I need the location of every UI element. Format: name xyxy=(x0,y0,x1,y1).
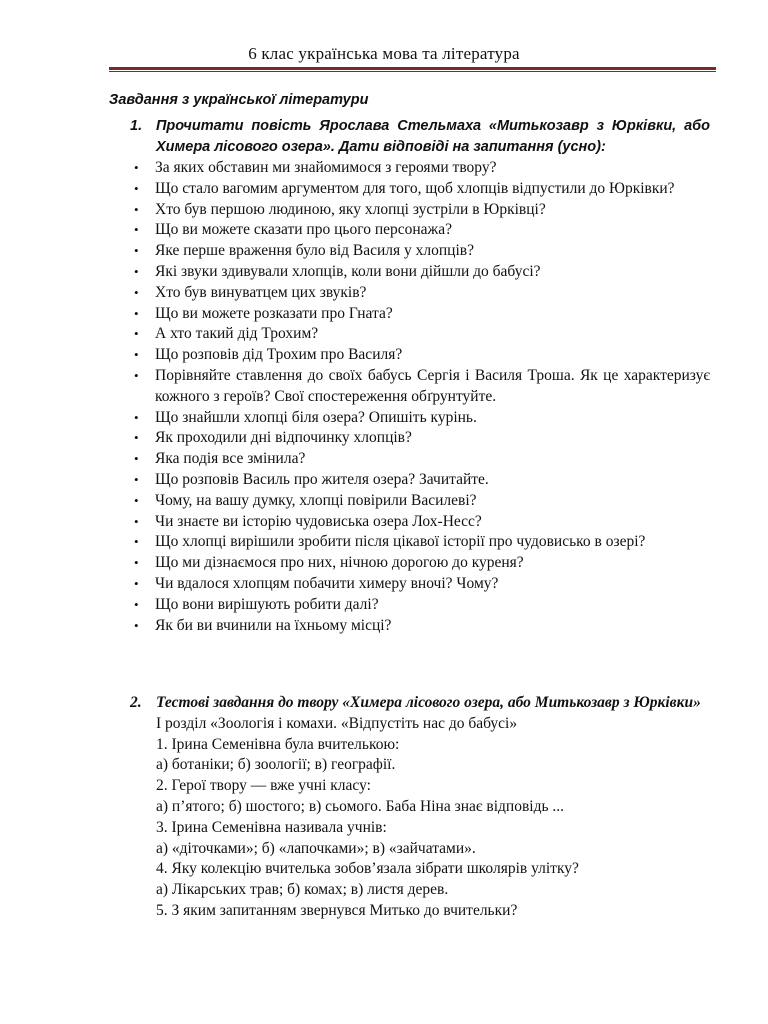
section-heading: Завдання з української літератури xyxy=(109,92,369,108)
bullet-icon: • xyxy=(134,160,139,175)
questions-list xyxy=(130,158,710,636)
list-item: • Чому, на вашу думку, хлопці повірили Василеві? xyxy=(130,491,710,512)
list-item: • Що розповів дід Трохим про Василя? xyxy=(130,345,710,366)
list-item: • Яка подія все змінила? xyxy=(130,449,710,470)
list-item: • Що знайшли хлопці біля озера? Опишіть курінь. xyxy=(130,408,710,429)
bullet-icon: • xyxy=(134,471,139,487)
bullet-icon: • xyxy=(134,284,139,300)
test-question: 3. Ірина Семенівна називала учнів: xyxy=(156,818,387,836)
bullet-icon: • xyxy=(134,243,139,259)
bullet-icon: • xyxy=(134,555,139,571)
list-item: • Чи знаєте ви історію чудовиська озера Лох-Несс? xyxy=(130,512,710,533)
chapter-title: І розділ «Зоологія і комахи. «Відпустіть нас до бабусі» xyxy=(156,714,518,732)
list-item: • Що ви можете сказати про цього персонажа? xyxy=(130,220,710,241)
list-item: • Що ви можете розказати про Гната? xyxy=(130,304,710,325)
list-item: • За яких обставин ми знайомимося з героями твору? xyxy=(130,158,710,179)
header-divider xyxy=(109,67,716,72)
task-1-number: 1. xyxy=(130,118,143,134)
bullet-icon: • xyxy=(134,201,139,217)
bullet-icon: • xyxy=(134,575,139,591)
bullet-icon: • xyxy=(134,430,139,446)
bullet-icon: • xyxy=(134,534,139,550)
task-2-heading: Тестові завдання до твору «Химера лісового озера, або Митькозавр з Юрківки» xyxy=(156,694,701,711)
list-item: • Які звуки здивували хлопців, коли вони дійшли до бабусі? xyxy=(130,262,710,283)
bullet-icon: • xyxy=(134,492,139,508)
list-item: • Як проходили дні відпочинку хлопців? xyxy=(130,428,710,449)
test-answer-options: а) п’ятого; б) шостого; в) сьомого. Баба Ніна знає відповідь ... xyxy=(156,797,565,815)
list-item: • Як би ви вчинили на їхньому місці? xyxy=(130,616,710,637)
test-answer-options: а) ботаніки; б) зоології; в) географії. xyxy=(156,756,396,774)
test-question: 4. Яку колекцію вчителька зобов’язала зібрати школярів улітку? xyxy=(156,860,579,878)
test-question: 1. Ірина Семенівна була вчителькою: xyxy=(156,735,400,753)
task-1 xyxy=(130,116,710,158)
list-item: • Хто був першою людиною, яку хлопці зустріли в Юрківці? xyxy=(130,200,710,221)
bullet-icon: • xyxy=(134,409,139,425)
test-question: 2. Герої твору — вже учні класу: xyxy=(156,777,371,795)
list-item: • Що вони вирішують робити далі? xyxy=(130,595,710,616)
test-answer-options: а) Лікарських трав; б) комах; в) листя дерев. xyxy=(156,881,449,899)
test-questions xyxy=(156,714,715,922)
page-title: 6 клас українська мова та література xyxy=(248,44,520,63)
list-item: • Що розповів Василь про жителя озера? Зачитайте. xyxy=(130,470,710,491)
list-item: • А хто такий дід Трохим? xyxy=(130,324,710,345)
bullet-icon: • xyxy=(134,222,139,238)
bullet-icon: • xyxy=(134,326,139,342)
task-2-number: 2. xyxy=(130,694,142,711)
bullet-icon: • xyxy=(134,617,139,633)
list-item: • Що ми дізнаємося про них, нічною дорогою до куреня? xyxy=(130,553,710,574)
bullet-icon: • xyxy=(134,596,139,612)
list-item: • Порівняйте ставлення до своїх бабусь Сергія і Василя Троша. Як це характеризує кожного з героїв? Свої спостереження обґрунтуйте. xyxy=(134,366,710,405)
list-item: • Чи вдалося хлопцям побачити химеру вночі? Чому? xyxy=(130,574,710,595)
bullet-icon: • xyxy=(134,180,139,196)
task-2 xyxy=(130,693,715,922)
list-item: • Хто був винуватцем цих звуків? xyxy=(130,283,710,304)
list-item: • Яке перше враження було від Василя у хлопців? xyxy=(130,241,710,262)
test-question: 5. З яким запитанням звернувся Митько до вчительки? xyxy=(156,901,518,919)
bullet-icon: • xyxy=(134,305,139,321)
test-answer-options: а) «діточками»; б) «лапочками»; в) «зайчатами». xyxy=(156,839,476,857)
list-item: • Що стало вагомим аргументом для того, щоб хлопців відпустили до Юрківки? xyxy=(130,179,710,200)
bullet-icon: • xyxy=(134,513,139,529)
bullet-icon: • xyxy=(134,451,139,467)
bullet-icon: • xyxy=(134,347,139,363)
bullet-icon: • xyxy=(134,367,139,383)
task-1-text: Прочитати повість Ярослава Стельмаха «Митькозавр з Юрківки, або Химера лісового озера». Дати відповіді на запитання (усно): xyxy=(156,118,710,155)
list-item: • Що хлопці вирішили зробити після цікавої історії про чудовисько в озері? xyxy=(130,532,710,553)
bullet-icon: • xyxy=(134,263,139,279)
